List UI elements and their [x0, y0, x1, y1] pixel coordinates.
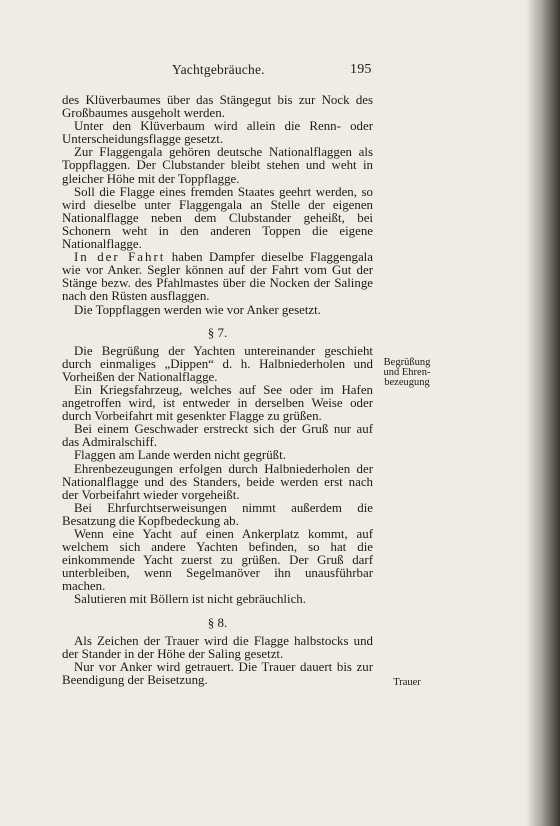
paragraph: Salutieren mit Böllern ist nicht gebräuchlich. [74, 592, 306, 607]
paragraph: Wenn eine Yacht auf einen Ankerplatz kommt, auf welchem sich andere Yachten befinden, so hat die einkommende Yacht zuerst zu grüßen. Der Gruß darf unterbleiben, wenn Segelmanöver ihn unausführbar machen. [62, 527, 373, 594]
paragraph: Nur vor Anker wird getrauert. Die Trauer dauert bis zur Beendigung der Beisetzung. [62, 659, 373, 687]
paragraph: Als Zeichen der Trauer wird die Flagge halbstocks und der Stander in der Höhe der Saling gesetzt. [62, 633, 373, 661]
paragraph: Zur Flaggengala gehören deutsche Nationalflaggen als Toppflaggen. Der Clubstander bleibt stehen und weht in gleicher Höhe mit der Toppflagge. [62, 145, 373, 186]
section-heading: § 8. [207, 614, 228, 630]
margin-note-line: und Ehren- [383, 367, 431, 378]
paragraph: des Klüverbaumes über das Stängegut bis zur Nock des Großbaumes ausgeholt werden. [62, 93, 373, 121]
paragraph: Soll die Flagge eines fremden Staates geehrt werden, so wird dieselbe unter Flaggengala an Stelle der eigenen Nationalflagge neben dem Clubstander geheißt, bei Schonern weht in den anderen Toppen die eigene Nationalflagge. [62, 184, 373, 252]
paragraph-rest: haben Dampfer dieselbe Flaggengala wie vor Anker. Segler können auf der Fahrt vom Gut der Stänge bezw. des Pfahlmastes über die Nocken der Salinge nach den Rüsten ausflaggen. [62, 250, 373, 304]
paragraph: Ehrenbezeugungen erfolgen durch Halbniederholen der Nationalflagge und des Standers, beide werden erst nach der Vorbeifahrt wieder vorgeheißt. [62, 461, 373, 502]
paragraph: Unter den Klüverbaum wird allein die Renn- oder Unterscheidungsflagge gesetzt. [62, 119, 373, 147]
paragraph [62, 251, 373, 303]
page-number: 195 [350, 62, 372, 77]
margin-note-line: Begrüßung [383, 357, 431, 368]
running-title: Yachtgebräuche. [172, 62, 265, 77]
margin-note-greeting [376, 358, 438, 388]
paragraph: Die Toppflaggen werden wie vor Anker gesetzt. [74, 302, 321, 317]
paragraph: Bei Ehrfurchtserweisungen nimmt außerdem die Besatzung die Kopfbedeckung ab. [62, 500, 373, 528]
body-text [62, 94, 373, 687]
paragraph: Bei einem Geschwader erstreckt sich der Gruß nur auf das Admiralschiff. [62, 422, 373, 450]
margin-note-line: bezeugung [384, 377, 430, 388]
section-heading: § 7. [207, 324, 228, 340]
paragraph: Die Begrüßung der Yachten untereinander geschieht durch einmaliges „Dippen“ d. h. Halbniederholen und Vorheißen der Nationalflagge. [62, 343, 373, 384]
margin-note-mourning: Trauer [393, 677, 421, 688]
spaced-phrase: In der Fahrt [74, 250, 166, 265]
paragraph: Ein Kriegsfahrzeug, welches auf See oder im Hafen angetroffen wird, ist entweder in derselben Weise oder durch Vorbeifahrt mit gesenkter Flagge zu grüßen. [62, 382, 373, 424]
paragraph: Flaggen am Lande werden nicht gegrüßt. [74, 448, 286, 463]
